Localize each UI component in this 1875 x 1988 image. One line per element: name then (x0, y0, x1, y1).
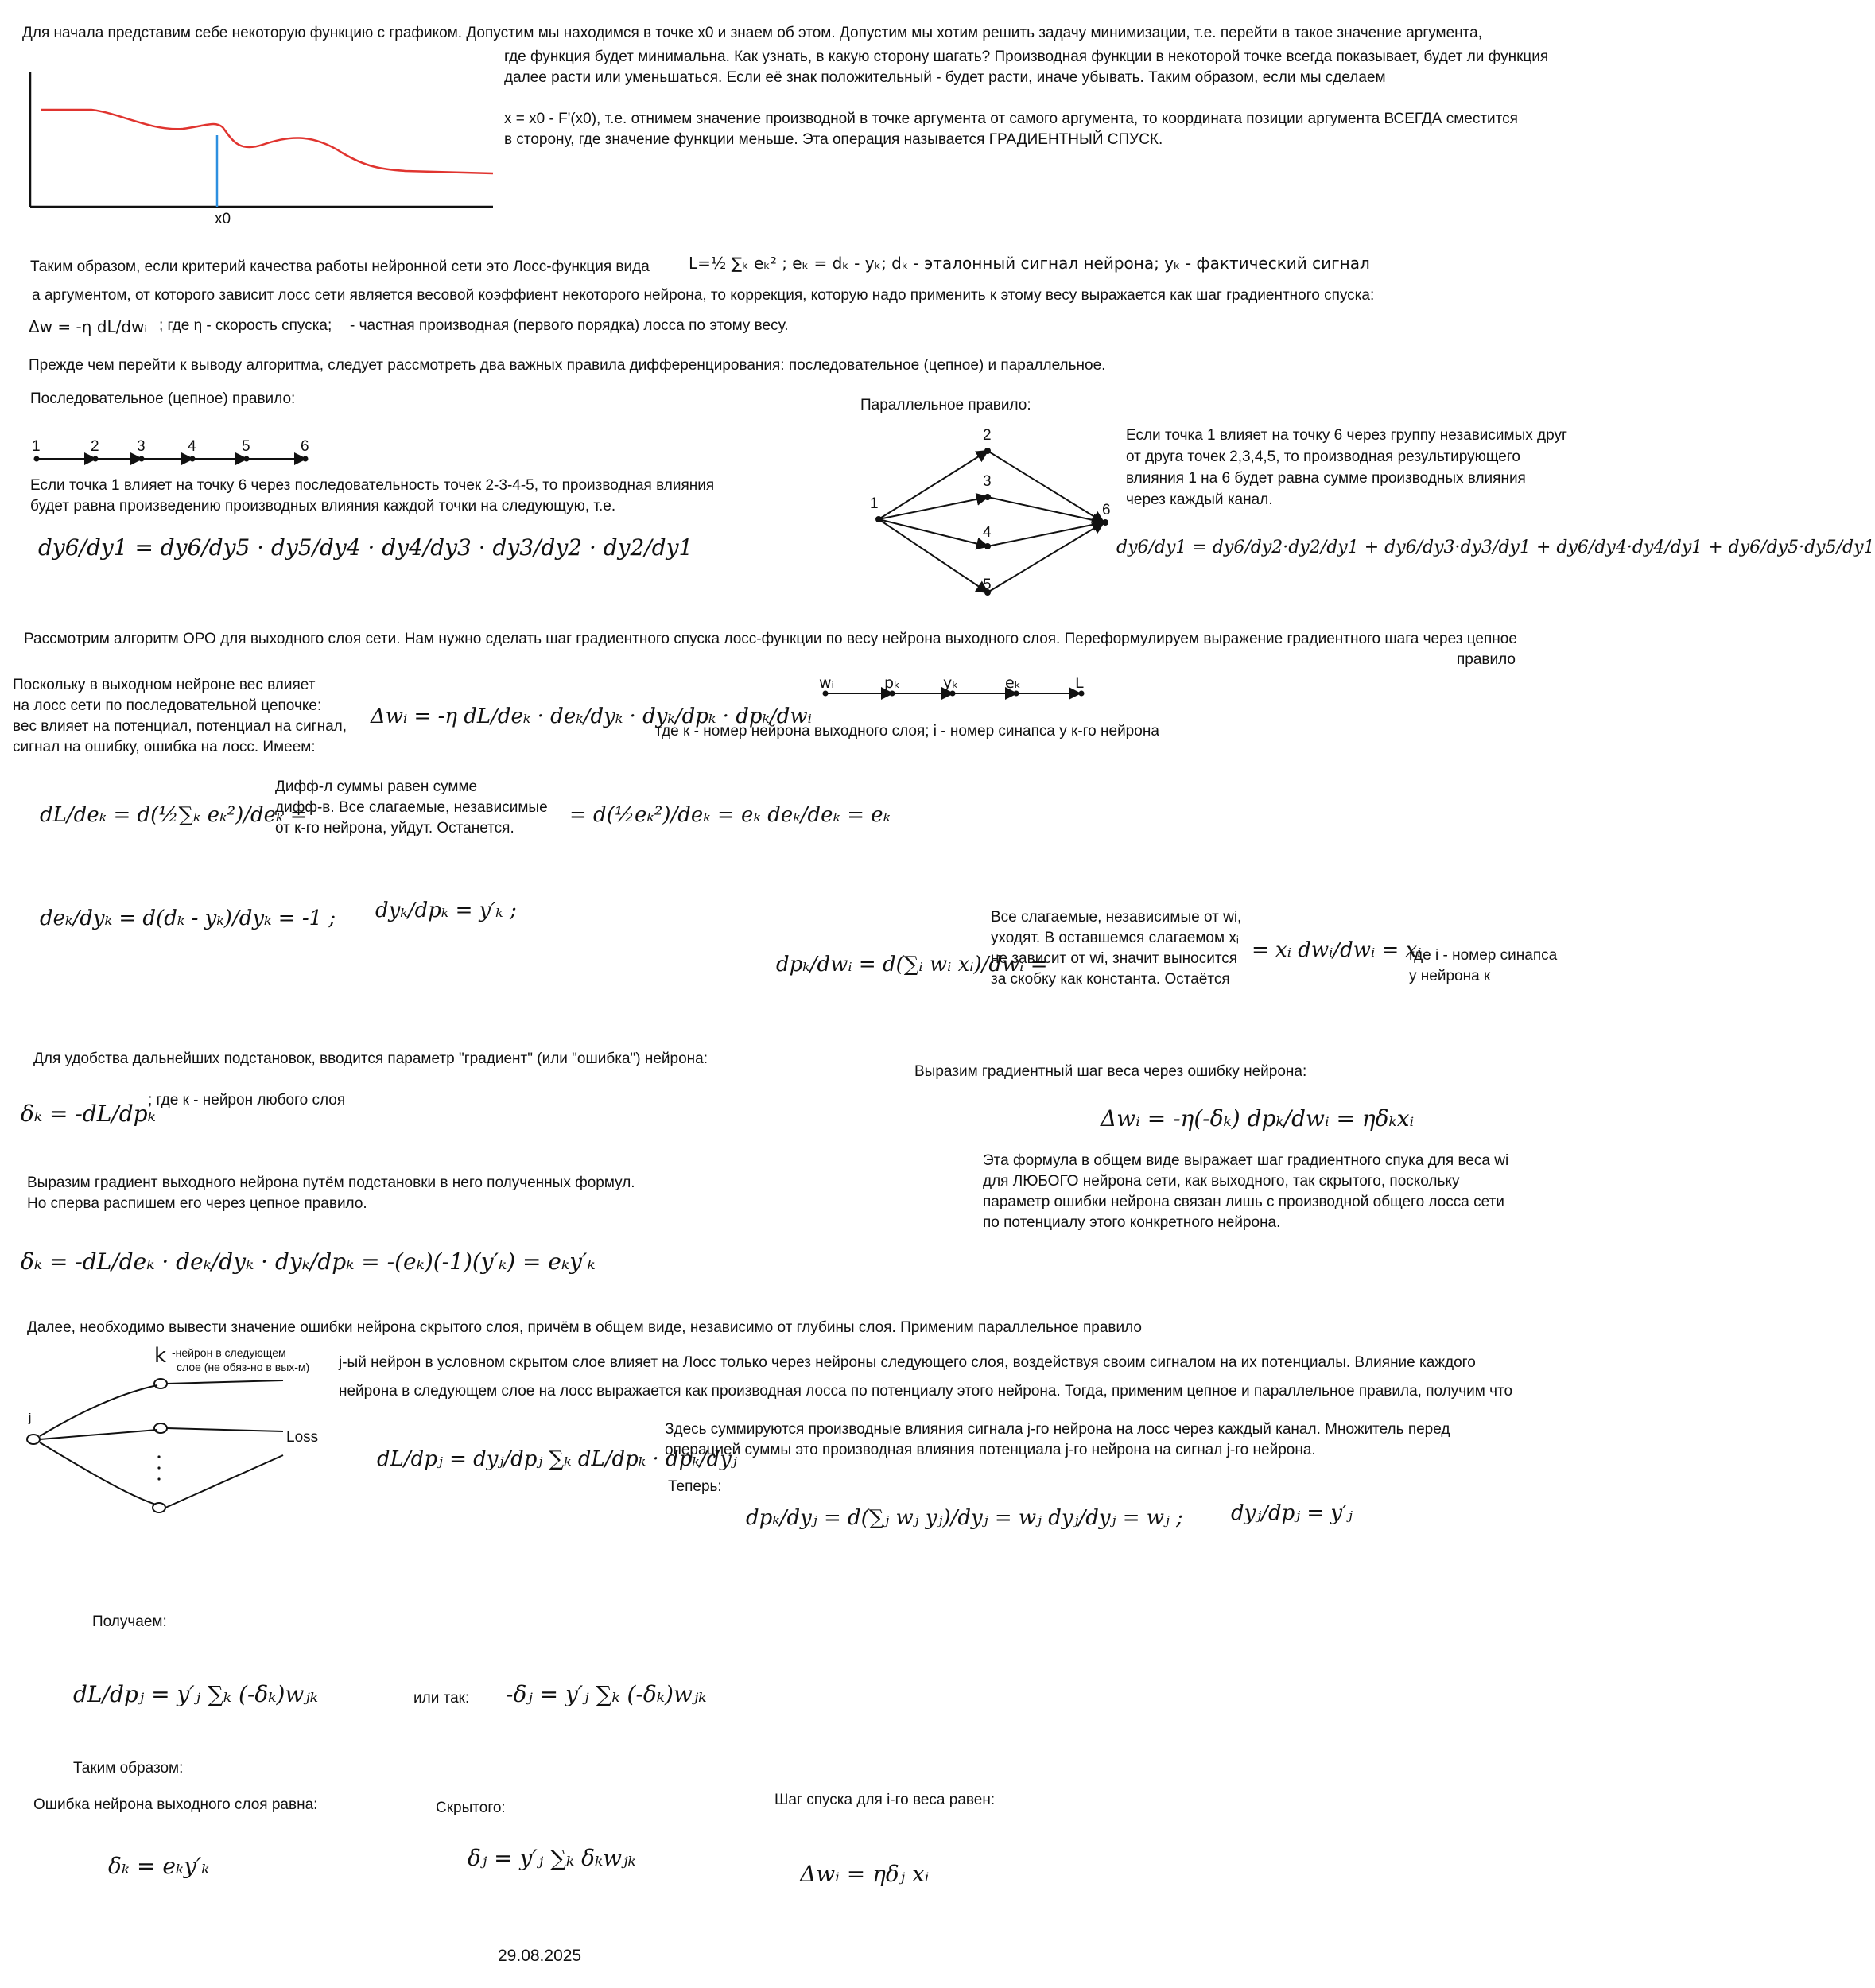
chain-node-4: 4 (188, 438, 196, 455)
parallel-rule-formula: dy6/dy1 = dy6/dy2·dy2/dy1 + dy6/dy3·dy3/dy1 + dy6/dy4·dy4/dy1 + dy6/dy5·dy5/dy1 (1116, 538, 1875, 557)
substitution-2: Но сперва распишем его через цепное правило. (27, 1195, 367, 1212)
dp-dw-result: = xᵢ dwᵢ/dwᵢ = xᵢ (1252, 938, 1422, 962)
general-note-4: по потенциалу этого конкретного нейрона. (983, 1214, 1281, 1231)
dL-de-result: = d(½eₖ²)/deₖ = eₖ deₖ/deₖ = eₖ (569, 803, 891, 827)
got-label: Получаем: (92, 1613, 167, 1630)
substitution-1: Выразим градиент выходного нейрона путём подстановки в него полученных формул. (27, 1175, 635, 1191)
result-formula-2: -δⱼ = y′ⱼ ∑ₖ (-δₖ)wⱼₖ (506, 1681, 707, 1707)
step-formula: Δwᵢ = -η(-δₖ) dpₖ/dwᵢ = ηδₖxᵢ (1101, 1105, 1415, 1132)
intro-line-1: Для начала представим себе некоторую функцию с графиком. Допустим мы находимся в точке x0 и знаем об этом. Допустим мы хотим решить задачу минимизации, т.е. перейти в такое значение аргумента, (22, 25, 1483, 41)
output-dw-formula: Δwᵢ = -η dL/deₖ · deₖ/dyₖ · dyₖ/dpₖ · dpₖ/dwᵢ (371, 705, 812, 728)
or-label: или так: (413, 1690, 470, 1706)
parallel-desc-2: от друга точек 2,3,4,5, то производная результирующего (1126, 448, 1520, 465)
gradient-intro: Для удобства дальнейших подстановок, вводится параметр "градиент" (или "ошибка") нейрона: (33, 1050, 708, 1067)
parallel-node-6: 6 (1102, 502, 1111, 518)
output-index-note: где к - номер нейрона выходного слоя; i - номер синапса у к-го нейрона (657, 723, 1159, 740)
intro-line-3: далее расти или уменьшаться. Если её знак положительный - будет расти, иначе убывать. Таким образом, если мы сделаем (504, 69, 1386, 86)
chain-node-5: 5 (242, 438, 250, 455)
delta-w-formula: Δw = -η dL/dwᵢ (29, 317, 147, 336)
loss-intro-text: Таким образом, если критерий качества работы нейронной сети это Лосс-функция вида (30, 258, 650, 275)
delta-output-formula: δₖ = -dL/deₖ · deₖ/dyₖ · dyₖ/dpₖ = -(eₖ)(-1)(y′ₖ) = eₖy′ₖ (21, 1248, 596, 1275)
output-side-3: вес влияет на потенциал, потенциал на сигнал, (13, 718, 347, 735)
rules-intro: Прежде чем перейти к выводу алгоритма, следует рассмотреть два важных правила дифференцирования: последовательное (цепное) и параллельное. (29, 357, 1106, 374)
loss-label: Loss (286, 1429, 319, 1446)
chain-node-1: 1 (32, 438, 41, 455)
intro-line-2: где функция будет минимальна. Как узнать, в какую сторону шагать? Производная функции в некоторой точке всегда показывает, будет ли функция (504, 49, 1549, 65)
loss-line-2: а аргументом, от которого зависит лосс сети является весовой коэффиент некоторого нейрона, то коррекция, которую надо применить к этому весу выражается как шаг градиентного спуска: (32, 287, 1375, 304)
date: 29.08.2025 (498, 1947, 582, 1965)
chain-node-3: 3 (137, 438, 146, 455)
loss-formula: L=½ ∑ₖ eₖ² ; eₖ = dₖ - yₖ; dₖ - эталонный сигнал нейрона; yₖ - фактический сигнал (689, 254, 1370, 273)
general-note-1: Эта формула в общем виде выражает шаг градиентного спука для веса wi (983, 1152, 1509, 1169)
parallel-rule-diagram (875, 433, 1113, 600)
general-note-3: параметр ошибки нейрона связан лишь с производной общего лосса сети (983, 1194, 1504, 1210)
k-label: k (154, 1344, 167, 1368)
output-side-1: Поскольку в выходном нейроне вес влияет (13, 677, 316, 693)
k-note-1: -нейрон в следующем (172, 1346, 286, 1359)
dp-dy-formula: dpₖ/dyⱼ = d(∑ⱼ wⱼ yⱼ)/dyⱼ = wⱼ dyⱼ/dyⱼ = wⱼ ; (746, 1506, 1183, 1530)
parallel-desc-4: через каждый канал. (1126, 491, 1273, 508)
chain-rule-title: Последовательное (цепное) правило: (30, 390, 296, 407)
output-intro-1: Рассмотрим алгоритм ОРО для выходного слоя сети. Нам нужно сделать шаг градиентного спуска лосс-функции по весу нейрона выходного слоя. Переформулируем выражение градиентного шага через цепное (24, 631, 1517, 647)
k-note-2: слое (не обяз-но в вых-м) (177, 1361, 310, 1373)
step-size-formula: Δwᵢ = ηδⱼ xᵢ (800, 1861, 930, 1887)
sum-note-3: от к-го нейрона, уйдут. Останется. (275, 820, 514, 837)
result-formula-1: dL/dpⱼ = y′ⱼ ∑ₖ (-δₖ)wⱼₖ (73, 1681, 318, 1707)
hidden-formula: dL/dpⱼ = dyⱼ/dpⱼ ∑ₖ dL/dpₖ · dpₖ/dyⱼ (377, 1447, 737, 1471)
dp-note-2: уходят. В оставшемся слагаемом xᵢ (991, 930, 1239, 946)
parallel-desc-1: Если точка 1 влияет на точку 6 через группу независимых друг (1126, 427, 1567, 444)
output-intro-2: правило (1457, 651, 1516, 668)
parallel-node-1: 1 (870, 495, 879, 512)
parallel-node-2: 2 (983, 427, 992, 444)
parallel-desc-3: влияния 1 на 6 будет равна сумме производных влияния (1126, 470, 1526, 487)
gradient-descent-graph (24, 64, 501, 231)
chain-y-label: yₖ (943, 674, 959, 692)
hidden-intro: Далее, необходимо вывести значение ошибки нейрона скрытого слоя, причём в общем виде, независимо от глубины слоя. Применим параллельное правило (27, 1319, 1142, 1336)
step-title: Выразим градиентный шаг веса через ошибку нейрона: (914, 1063, 1307, 1080)
dy-dp-hidden-formula: dyⱼ/dpⱼ = y′ⱼ (1231, 1501, 1353, 1525)
parallel-node-3: 3 (983, 473, 992, 490)
synapse-note-1: где i - номер синапса (1409, 947, 1558, 964)
thus-label: Таким образом: (73, 1760, 184, 1776)
output-side-4: сигнал на ошибку, ошибка на лосс. Имеем: (13, 739, 316, 755)
parallel-node-5: 5 (983, 577, 992, 593)
delta-definition: δₖ = -dL/dpₖ (21, 1101, 156, 1127)
chain-rule-desc-2: будет равна произведению производных влияния каждой точки на следующую, т.е. (30, 498, 616, 514)
chain-node-6: 6 (301, 438, 309, 455)
parallel-rule-title: Параллельное правило: (860, 397, 1031, 414)
intro-line-4: x = x0 - F'(x0), т.е. отнимем значение производной в точке аргумента от самого аргумента, то координата позиции аргумента ВСЕГДА сместится (504, 111, 1518, 127)
hidden-desc-1: j-ый нейрон в условном скрытом слое влияет на Лосс только через нейроны следующего слоя, воздействуя своим сигналом на их потенциалы. Влияние каждого (339, 1354, 1476, 1371)
x0-label: x0 (215, 211, 231, 227)
partial-description: - частная производная (первого порядка) лосса по этому весу. (350, 317, 789, 334)
output-side-2: на лосс сети по последовательной цепочке: (13, 697, 322, 714)
dp-note-1: Все слагаемые, независимые от wi, (991, 909, 1242, 926)
hidden-error-formula: δⱼ = y′ⱼ ∑ₖ δₖwⱼₖ (468, 1845, 636, 1871)
chain-rule-desc-1: Если точка 1 влияет на точку 6 через последовательность точек 2-3-4-5, то производная влияния (30, 477, 715, 494)
chain-e-label: eₖ (1005, 674, 1021, 692)
sum-note-1: Дифф-л суммы равен сумме (275, 779, 478, 795)
dy-dp-formula: dyₖ/dpₖ = y′ₖ ; (375, 899, 517, 922)
output-error-formula: δₖ = eₖy′ₖ (108, 1853, 210, 1879)
chain-rule-diagram (32, 441, 318, 465)
function-curve (41, 110, 493, 173)
de-dy-formula: deₖ/dyₖ = d(dₖ - yₖ)/dyₖ = -1 ; (40, 907, 336, 930)
hidden-sum-note-2: операцией суммы это производная влияния потенциала j-го нейрона на сигнал j-го нейрона. (665, 1442, 1316, 1458)
sum-note-2: дифф-в. Все слагаемые, независимые (275, 799, 548, 816)
dp-note-4: за скобку как константа. Остаётся (991, 971, 1230, 988)
hidden-desc-2: нейрона в следующем слое на лосс выражается как производная лосса по потенциалу этого нейрона. Тогда, применим цепное и параллельное правила, получим что (339, 1383, 1513, 1400)
intro-line-5: в сторону, где значение функции меньше. Эта операция называется ГРАДИЕНТНЫЙ СПУСК. (504, 131, 1163, 148)
step-size-title: Шаг спуска для i-го веса равен: (774, 1792, 996, 1808)
eta-description: ; где η - скорость спуска; (159, 317, 332, 334)
synapse-note-2: у нейрона к (1409, 968, 1491, 984)
output-error-title: Ошибка нейрона выходного слоя равна: (33, 1796, 318, 1813)
now-label: Теперь: (668, 1478, 722, 1495)
chain-p-label: pₖ (884, 674, 901, 692)
j-label: j (29, 1411, 32, 1425)
chain-rule-formula: dy6/dy1 = dy6/dy5 · dy5/dy4 · dy4/dy3 · dy3/dy2 · dy2/dy1 (38, 534, 693, 561)
dL-de-formula: dL/deₖ = d(½∑ₖ eₖ²)/deₖ = (40, 803, 308, 827)
hidden-error-title: Скрытого: (436, 1800, 506, 1816)
parallel-node-4: 4 (983, 524, 992, 541)
chain-L-label: L (1075, 674, 1084, 692)
dp-dw-formula: dpₖ/dwᵢ = d(∑ᵢ wᵢ xᵢ)/dwᵢ = (776, 953, 1048, 977)
hidden-sum-note-1: Здесь суммируются производные влияния сигнала j-го нейрона на лосс через каждый канал. Множитель перед (665, 1421, 1450, 1438)
dp-note-3: не зависит от wi, значит выносится (991, 950, 1238, 967)
chain-w-label: wᵢ (819, 674, 834, 692)
general-note-2: для ЛЮБОГО нейрона сети, как выходного, так скрытого, поскольку (983, 1173, 1460, 1190)
hidden-layer-diagram (24, 1352, 310, 1535)
chain-node-2: 2 (91, 438, 99, 455)
delta-note: ; где к - нейрон любого слоя (148, 1092, 346, 1109)
